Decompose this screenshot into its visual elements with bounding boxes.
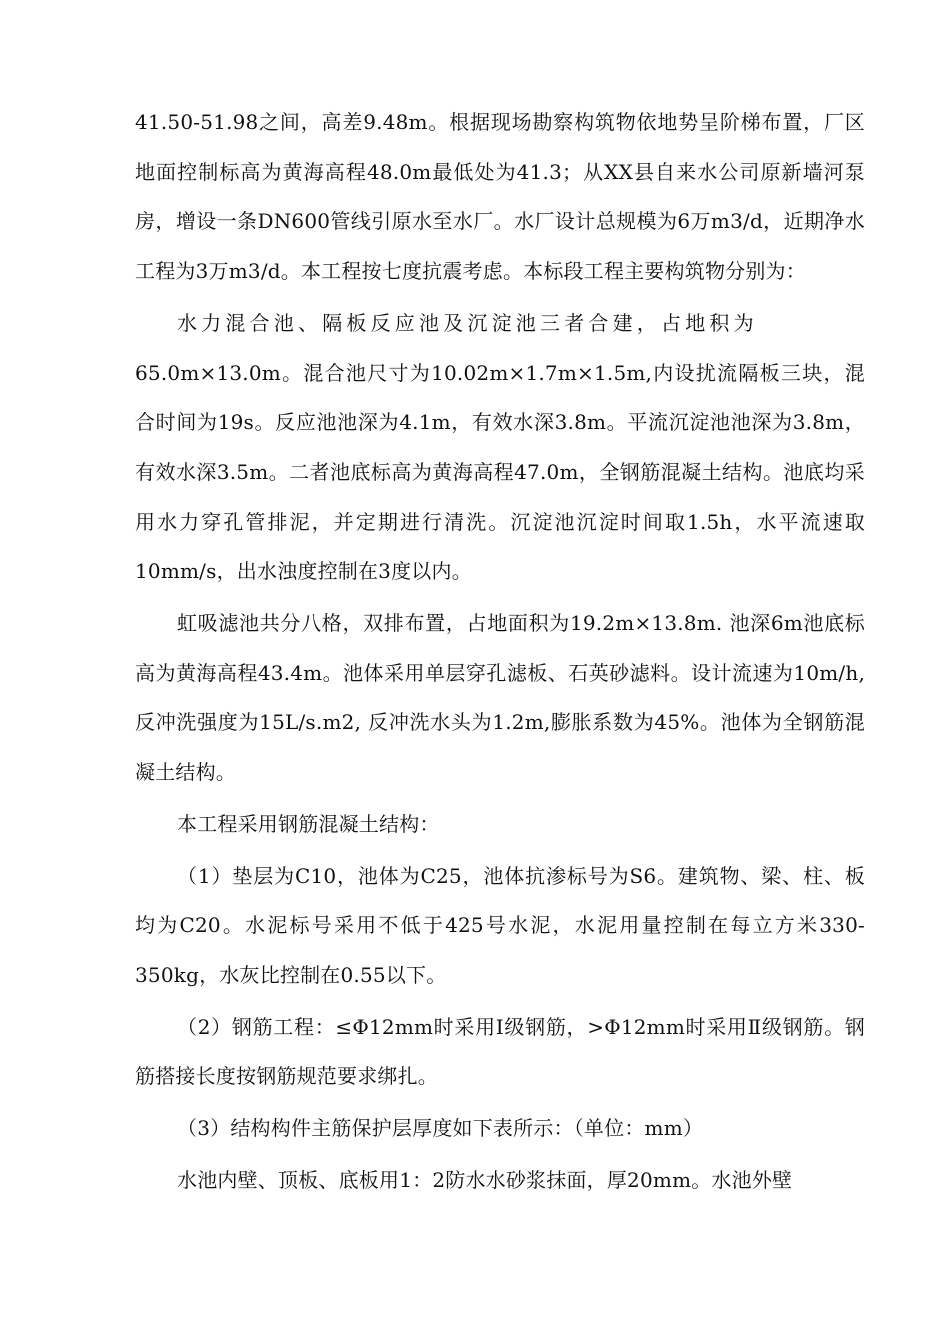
paragraph-site-overview: 41.50-51.98之间，高差9.48m。根据现场勘察构筑物依地势呈阶梯布置，厂区地面控制标高为黄海高程48.0m最低处为41.3；从XX县自来水公司原新墙河泵房，增设一条DN600管线引原水至水厂。水厂设计总规模为6万m3/d，近期净水工程为3万m3/d。本工程按七度抗震考虑。本标段工程主要构筑物分别为： (135, 110, 865, 284)
paragraph-concrete-grades: （1）垫层为C10，池体为C25，池体抗渗标号为S6。建筑物、梁、柱、板均为C20。水泥标号采用不低于425号水泥，水泥用量控制在每立方米330-350kg，水灰比控制在0.55以下。 (135, 863, 865, 987)
paragraph-rebar: （2）钢筋工程：≤Φ12mm时采用Ⅰ级钢筋，>Φ12mm时采用Ⅱ级钢筋。钢筋搭接长度按钢筋规范要求绑扎。 (135, 1014, 865, 1089)
paragraph-mixing-tank-details: 65.0m×13.0m。混合池尺寸为10.02m×1.7m×1.5m,内设扰流隔板三块，混合时间为19s。反应池池深为4.1m，有效水深3.8m。平流沉淀池池深为3.8m，有效水深3.5m。二者池底标高为黄海高程47.0m，全钢筋混凝土结构。池底均采用水力穿孔管排泥，并定期进行清洗。沉淀池沉淀时间取1.5h，水平流速取10mm/s，出水浊度控制在3度以内。 (135, 360, 865, 584)
paragraph-cover-thickness: （3）结构构件主筋保护层厚度如下表所示：（单位：mm） (177, 1116, 704, 1141)
paragraph-mixing-tank-intro: 水力混合池、隔板反应池及沉淀池三者合建，占地积为 (177, 310, 758, 335)
paragraph-structure-intro: 本工程采用钢筋混凝土结构： (177, 811, 440, 836)
document-body (135, 98, 865, 1205)
paragraph-siphon-filter: 虹吸滤池共分八格，双排布置，占地面积为19.2m×13.8m. 池深6m池底标高为黄海高程43.4m。池体采用单层穿孔滤板、石英砂滤料。设计流速为10m/h,反冲洗强度为15L/s.m2, 反冲洗水头为1.2m,膨胀系数为45%。池体为全钢筋混凝土结构。 (135, 611, 865, 785)
paragraph-plastering: 水池内壁、顶板、底板用1：2防水水砂浆抹面，厚20mm。水池外壁 (177, 1167, 793, 1192)
